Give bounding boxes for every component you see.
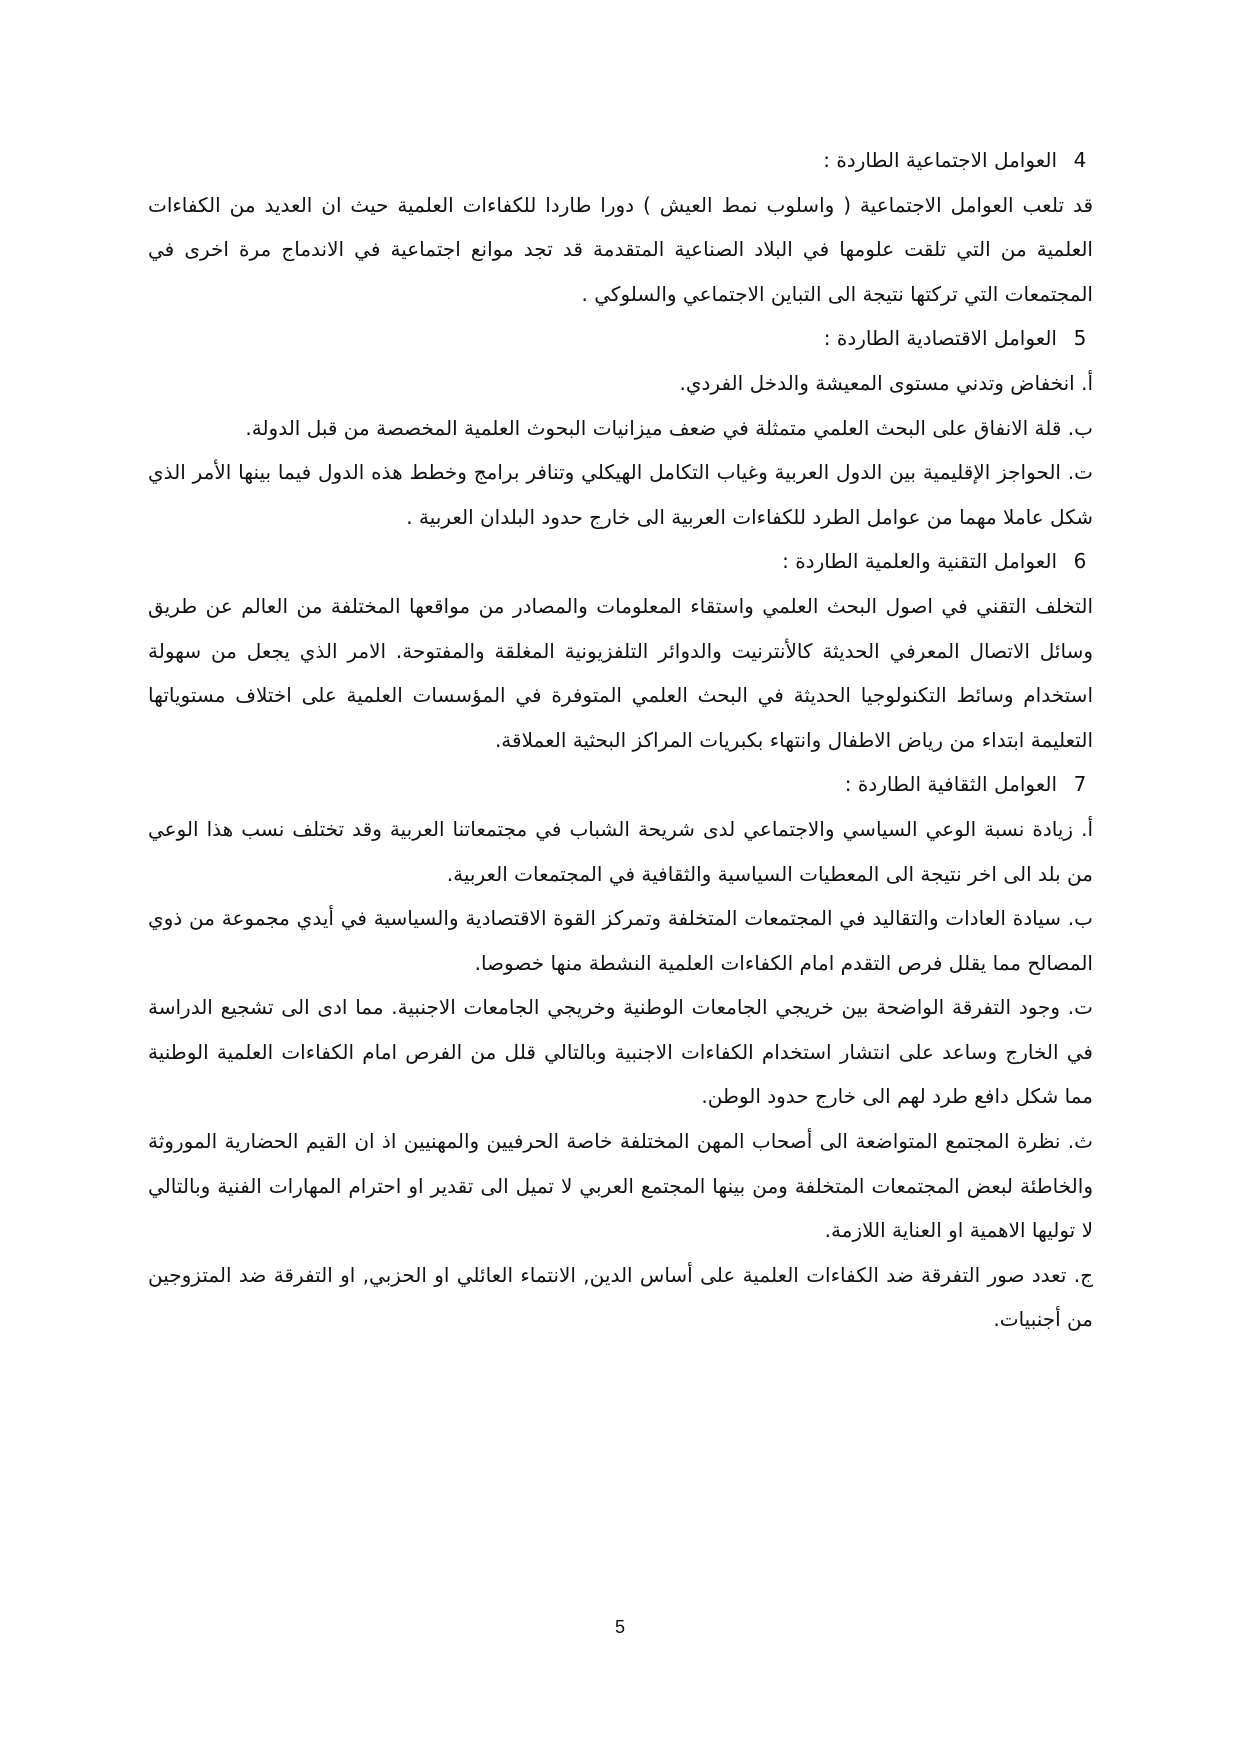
section-7-item-t: ت. وجود التفرقة الواضحة بين خريجي الجامعات الوطنية وخريجي الجامعات الاجنبية. مما ادى الى تشجيع الدراسة في الخارج وساعد على انتشار استخدام الكفاءات الاجنبية وبالتالي قلل من الفرص امام الكفاءات العلمية الوطنية مما شكل دافع طرد لهم الى خارج حدود الوطن. xyxy=(148,995,1093,1109)
section-5-item-t: ت. الحواجز الإقليمية بين الدول العربية وغياب التكامل الهيكلي وتنافر برامج وخطط هذه الدول فيما بينها الأمر الذي شكل عاملا مهما من عوامل الطرد للكفاءات العربية الى خارج حدود البلدان العربية . xyxy=(148,460,1093,529)
section-5-heading xyxy=(148,316,1093,361)
page-content xyxy=(148,138,1093,1342)
section-7-item-j: ج. تعدد صور التفرقة ضد الكفاءات العلمية على أساس الدين, الانتماء العائلي او الحزبي, او التفرقة ضد المتزوجين من أجنبيات. xyxy=(148,1262,1093,1332)
section-number: 7 xyxy=(1073,772,1087,797)
page-number: 5 xyxy=(614,1617,625,1637)
section-7-item-a: أ. زيادة نسبة الوعي السياسي والاجتماعي لدى شريحة الشباب في مجتمعاتنا العربية وقد تختلف نسب هذا الوعي من بلد الى اخر نتيجة الى المعطيات السياسية والثقافية في المجتمعات العربية. xyxy=(148,816,1093,886)
section-number: 4 xyxy=(1073,148,1087,172)
section-6-paragraph: التخلف التقني في اصول البحث العلمي واستقاء المعلومات والمصادر من مواقعها المختلفة من العالم عن طريق وسائل الاتصال المعرفي الحديثة كالأنترنيت والدوائر التلفزيونية المغلقة والمفتوحة. الامر الذي يجعل من سهولة استخدام وسائط التكنولوجيا الحديثة في البحث العلمي المتوفرة في المؤسسات العلمية على اختلاف مستوياتها التعليمة ابتداء من رياض الاطفال وانتهاء بكبريات المراكز البحثية العملاقة. xyxy=(148,593,1093,752)
section-7-heading xyxy=(148,762,1093,807)
section-title: العوامل الاقتصادية الطاردة : xyxy=(823,326,1057,351)
section-5-item-b: ب. قلة الانفاق على البحث العلمي متمثلة في ضعف ميزانيات البحوث العلمية المخصصة من قبل الدولة. xyxy=(245,415,1093,440)
section-7-item-b: ب. سيادة العادات والتقاليد في المجتمعات المتخلفة وتمركز القوة الاقتصادية والسياسية في أيدي مجموعة من ذوي المصالح مما يقلل فرص التقدم امام الكفاءات العلمية النشطة منها خصوصا. xyxy=(148,906,1093,975)
section-4-paragraph: قد تلعب العوامل الاجتماعية ( واسلوب نمط العيش ) دورا طاردا للكفاءات العلمية حيث ان العديد من الكفاءات العلمية من التي تلقت علومها في البلاد الصناعية المتقدمة قد تجد موانع اجتماعية في الاندماج مرة اخرى في المجتمعات التي تركتها نتيجة الى التباين الاجتماعي والسلوكي . xyxy=(148,192,1093,306)
section-title: العوامل الاجتماعية الطاردة : xyxy=(823,148,1057,172)
section-7-item-th: ث. نظرة المجتمع المتواضعة الى أصحاب المهن المختلفة خاصة الحرفيين والمهنيين اذ ان القيم الحضارية الموروثة والخاطئة لبعض المجتمعات المتخلفة ومن بينها المجتمع العربي لا تميل الى تقدير او احترام المهارات الفنية وبالتالي لا توليها الاهمية او العناية اللازمة. xyxy=(148,1129,1093,1243)
section-number: 5 xyxy=(1073,326,1087,351)
section-5-item-a: أ. انخفاض وتدني مستوى المعيشة والدخل الفردي. xyxy=(679,370,1093,395)
section-title: العوامل التقنية والعلمية الطاردة : xyxy=(782,549,1057,574)
section-6-heading xyxy=(148,539,1093,584)
section-title: العوامل الثقافية الطاردة : xyxy=(844,772,1057,797)
section-4-heading xyxy=(148,138,1093,183)
section-number: 6 xyxy=(1073,549,1087,574)
